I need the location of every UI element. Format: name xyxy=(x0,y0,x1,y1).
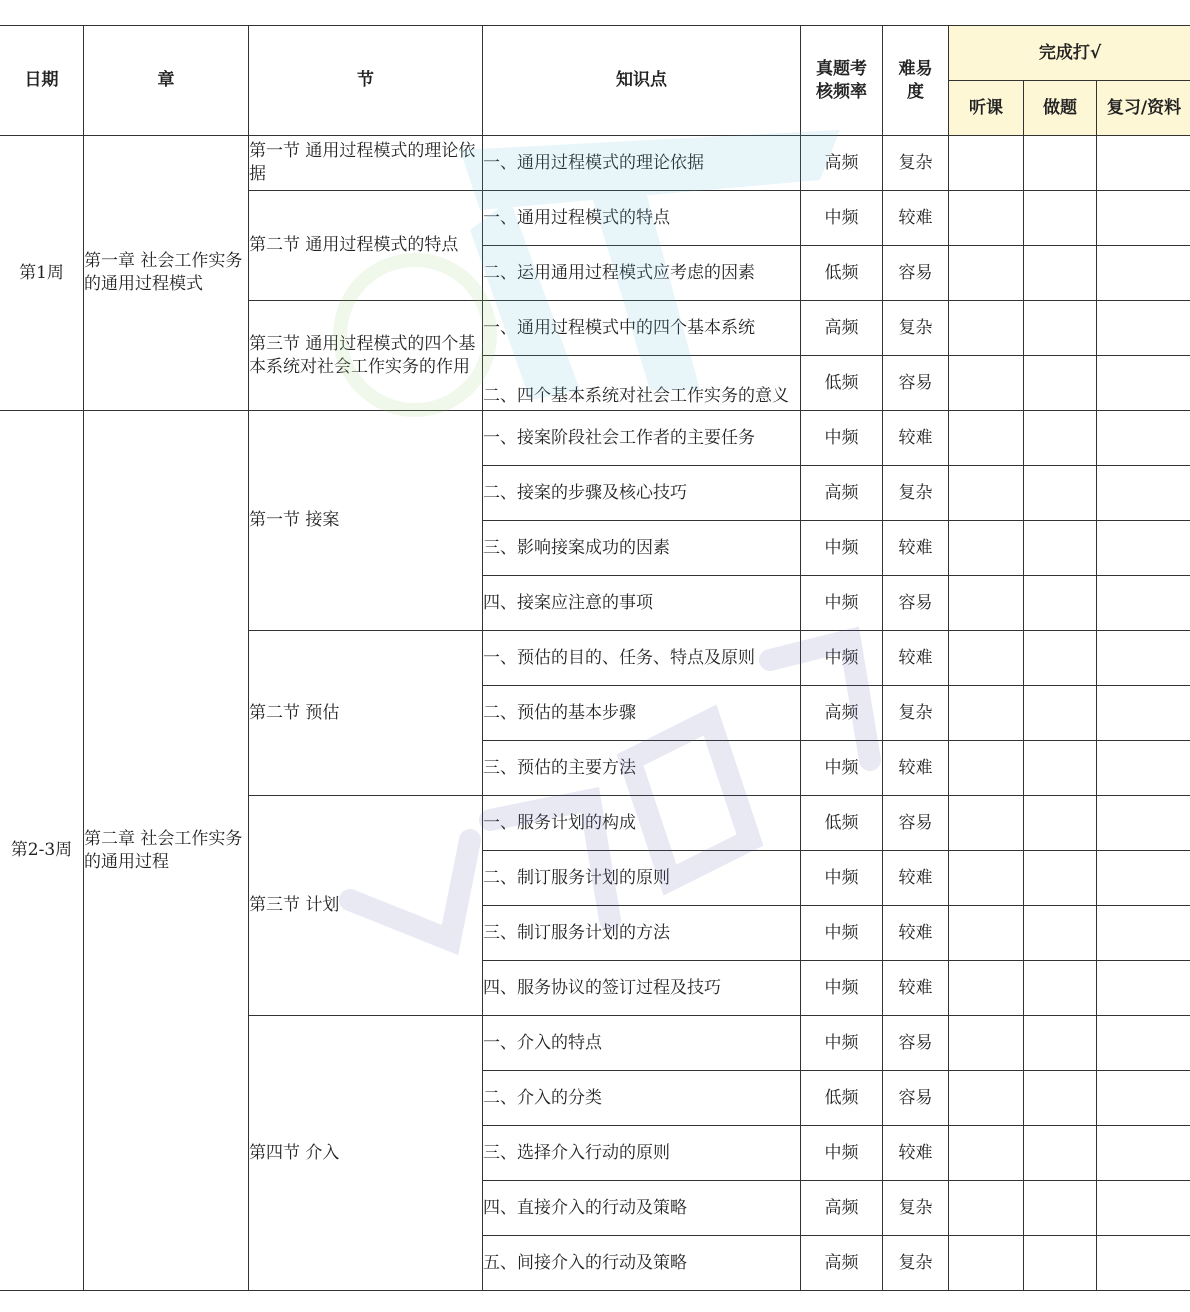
knowledge-point-cell: 一、服务计划的构成 xyxy=(483,796,801,851)
listen-checkbox-cell[interactable] xyxy=(949,301,1024,356)
difficulty-cell: 容易 xyxy=(883,356,949,411)
frequency-cell: 中频 xyxy=(801,1016,883,1071)
listen-checkbox-cell[interactable] xyxy=(949,741,1024,796)
section-cell: 第四节 介入 xyxy=(249,1016,483,1291)
knowledge-point-cell: 一、预估的目的、任务、特点及原则 xyxy=(483,631,801,686)
study-plan-table xyxy=(0,25,1190,1291)
difficulty-cell: 较难 xyxy=(883,1126,949,1181)
practice-checkbox-cell[interactable] xyxy=(1024,136,1097,191)
frequency-cell: 中频 xyxy=(801,576,883,631)
review-checkbox-cell[interactable] xyxy=(1097,466,1190,521)
listen-checkbox-cell[interactable] xyxy=(949,1181,1024,1236)
listen-checkbox-cell[interactable] xyxy=(949,246,1024,301)
practice-checkbox-cell[interactable] xyxy=(1024,686,1097,741)
difficulty-cell: 较难 xyxy=(883,961,949,1016)
listen-checkbox-cell[interactable] xyxy=(949,1236,1024,1291)
review-checkbox-cell[interactable] xyxy=(1097,356,1190,411)
knowledge-point-cell: 一、介入的特点 xyxy=(483,1016,801,1071)
practice-checkbox-cell[interactable] xyxy=(1024,741,1097,796)
difficulty-cell: 复杂 xyxy=(883,1236,949,1291)
frequency-cell: 低频 xyxy=(801,246,883,301)
knowledge-point-cell: 四、服务协议的签订过程及技巧 xyxy=(483,961,801,1016)
practice-checkbox-cell[interactable] xyxy=(1024,851,1097,906)
practice-checkbox-cell[interactable] xyxy=(1024,521,1097,576)
knowledge-point-cell: 二、运用通用过程模式应考虑的因素 xyxy=(483,246,801,301)
header-frequency-text: 真题考核频率 xyxy=(816,58,867,102)
difficulty-cell: 容易 xyxy=(883,576,949,631)
knowledge-point-cell: 三、制订服务计划的方法 xyxy=(483,906,801,961)
practice-checkbox-cell[interactable] xyxy=(1024,1126,1097,1181)
listen-checkbox-cell[interactable] xyxy=(949,851,1024,906)
difficulty-cell: 较难 xyxy=(883,521,949,576)
difficulty-cell: 复杂 xyxy=(883,136,949,191)
listen-checkbox-cell[interactable] xyxy=(949,411,1024,466)
knowledge-point-cell: 三、影响接案成功的因素 xyxy=(483,521,801,576)
practice-checkbox-cell[interactable] xyxy=(1024,1016,1097,1071)
review-checkbox-cell[interactable] xyxy=(1097,631,1190,686)
review-checkbox-cell[interactable] xyxy=(1097,521,1190,576)
chapter-cell: 第二章 社会工作实务的通用过程 xyxy=(84,411,249,1291)
header-done: 完成打√ xyxy=(949,26,1190,81)
frequency-cell: 高频 xyxy=(801,686,883,741)
review-checkbox-cell[interactable] xyxy=(1097,1181,1190,1236)
header-point: 知识点 xyxy=(483,26,801,136)
practice-checkbox-cell[interactable] xyxy=(1024,411,1097,466)
difficulty-cell: 复杂 xyxy=(883,466,949,521)
difficulty-cell: 较难 xyxy=(883,851,949,906)
difficulty-cell: 容易 xyxy=(883,1071,949,1126)
practice-checkbox-cell[interactable] xyxy=(1024,1181,1097,1236)
review-checkbox-cell[interactable] xyxy=(1097,686,1190,741)
knowledge-point-cell: 二、接案的步骤及核心技巧 xyxy=(483,466,801,521)
header-listen: 听课 xyxy=(949,81,1024,136)
knowledge-point-cell: 四、直接介入的行动及策略 xyxy=(483,1181,801,1236)
practice-checkbox-cell[interactable] xyxy=(1024,246,1097,301)
difficulty-cell: 复杂 xyxy=(883,686,949,741)
knowledge-point-cell: 二、介入的分类 xyxy=(483,1071,801,1126)
section-cell: 第三节 通用过程模式的四个基本系统对社会工作实务的作用 xyxy=(249,301,483,411)
review-checkbox-cell[interactable] xyxy=(1097,246,1190,301)
header-section: 节 xyxy=(249,26,483,136)
frequency-cell: 高频 xyxy=(801,301,883,356)
week-cell: 第2-3周 xyxy=(0,411,84,1291)
difficulty-cell: 较难 xyxy=(883,411,949,466)
chapter-cell: 第一章 社会工作实务的通用过程模式 xyxy=(84,136,249,411)
listen-checkbox-cell[interactable] xyxy=(949,356,1024,411)
practice-checkbox-cell[interactable] xyxy=(1024,961,1097,1016)
difficulty-cell: 容易 xyxy=(883,246,949,301)
section-cell: 第一节 通用过程模式的理论依据 xyxy=(249,136,483,191)
review-checkbox-cell[interactable] xyxy=(1097,1236,1190,1291)
difficulty-cell: 容易 xyxy=(883,1016,949,1071)
review-checkbox-cell[interactable] xyxy=(1097,741,1190,796)
difficulty-cell: 较难 xyxy=(883,906,949,961)
frequency-cell: 中频 xyxy=(801,411,883,466)
section-cell: 第二节 通用过程模式的特点 xyxy=(249,191,483,301)
section-cell: 第二节 预估 xyxy=(249,631,483,796)
practice-checkbox-cell[interactable] xyxy=(1024,191,1097,246)
listen-checkbox-cell[interactable] xyxy=(949,906,1024,961)
difficulty-cell: 复杂 xyxy=(883,1181,949,1236)
frequency-cell: 中频 xyxy=(801,851,883,906)
listen-checkbox-cell[interactable] xyxy=(949,1126,1024,1181)
review-checkbox-cell[interactable] xyxy=(1097,1071,1190,1126)
frequency-cell: 中频 xyxy=(801,521,883,576)
review-checkbox-cell[interactable] xyxy=(1097,796,1190,851)
section-cell: 第三节 计划 xyxy=(249,796,483,1016)
review-checkbox-cell[interactable] xyxy=(1097,851,1190,906)
listen-checkbox-cell[interactable] xyxy=(949,191,1024,246)
section-cell: 第一节 接案 xyxy=(249,411,483,631)
header-practice: 做题 xyxy=(1024,81,1097,136)
practice-checkbox-cell[interactable] xyxy=(1024,1071,1097,1126)
frequency-cell: 低频 xyxy=(801,356,883,411)
frequency-cell: 低频 xyxy=(801,796,883,851)
listen-checkbox-cell[interactable] xyxy=(949,1071,1024,1126)
practice-checkbox-cell[interactable] xyxy=(1024,906,1097,961)
practice-checkbox-cell[interactable] xyxy=(1024,466,1097,521)
header-difficulty xyxy=(883,26,949,136)
review-checkbox-cell[interactable] xyxy=(1097,1016,1190,1071)
listen-checkbox-cell[interactable] xyxy=(949,796,1024,851)
frequency-cell: 中频 xyxy=(801,631,883,686)
frequency-cell: 中频 xyxy=(801,906,883,961)
frequency-cell: 中频 xyxy=(801,1126,883,1181)
frequency-cell: 中频 xyxy=(801,961,883,1016)
header-frequency xyxy=(801,26,883,136)
week-cell: 第1周 xyxy=(0,136,84,411)
practice-checkbox-cell[interactable] xyxy=(1024,301,1097,356)
header-difficulty-text: 难易度 xyxy=(898,58,933,102)
frequency-cell: 高频 xyxy=(801,1181,883,1236)
knowledge-point-cell: 五、间接介入的行动及策略 xyxy=(483,1236,801,1291)
table-row xyxy=(0,411,1190,466)
review-checkbox-cell[interactable] xyxy=(1097,136,1190,191)
listen-checkbox-cell[interactable] xyxy=(949,576,1024,631)
knowledge-point-cell: 一、通用过程模式的理论依据 xyxy=(483,136,801,191)
knowledge-point-cell: 一、通用过程模式的特点 xyxy=(483,191,801,246)
listen-checkbox-cell[interactable] xyxy=(949,466,1024,521)
review-checkbox-cell[interactable] xyxy=(1097,576,1190,631)
header-date: 日期 xyxy=(0,26,84,136)
difficulty-cell: 较难 xyxy=(883,191,949,246)
listen-checkbox-cell[interactable] xyxy=(949,631,1024,686)
listen-checkbox-cell[interactable] xyxy=(949,521,1024,576)
difficulty-cell: 较难 xyxy=(883,741,949,796)
practice-checkbox-cell[interactable] xyxy=(1024,631,1097,686)
frequency-cell: 中频 xyxy=(801,191,883,246)
listen-checkbox-cell[interactable] xyxy=(949,136,1024,191)
frequency-cell: 中频 xyxy=(801,741,883,796)
review-checkbox-cell[interactable] xyxy=(1097,411,1190,466)
plan-body xyxy=(0,136,1190,1291)
review-checkbox-cell[interactable] xyxy=(1097,961,1190,1016)
knowledge-point-cell: 二、四个基本系统对社会工作实务的意义 xyxy=(483,356,801,411)
practice-checkbox-cell[interactable] xyxy=(1024,356,1097,411)
frequency-cell: 低频 xyxy=(801,1071,883,1126)
knowledge-point-cell: 一、通用过程模式中的四个基本系统 xyxy=(483,301,801,356)
knowledge-point-cell: 二、预估的基本步骤 xyxy=(483,686,801,741)
knowledge-point-cell: 一、接案阶段社会工作者的主要任务 xyxy=(483,411,801,466)
listen-checkbox-cell[interactable] xyxy=(949,1016,1024,1071)
difficulty-cell: 容易 xyxy=(883,796,949,851)
header-review: 复习/资料 xyxy=(1097,81,1190,136)
practice-checkbox-cell[interactable] xyxy=(1024,796,1097,851)
frequency-cell: 高频 xyxy=(801,466,883,521)
frequency-cell: 高频 xyxy=(801,1236,883,1291)
knowledge-point-cell: 四、接案应注意的事项 xyxy=(483,576,801,631)
review-checkbox-cell[interactable] xyxy=(1097,301,1190,356)
practice-checkbox-cell[interactable] xyxy=(1024,576,1097,631)
knowledge-point-cell: 二、制订服务计划的原则 xyxy=(483,851,801,906)
knowledge-point-cell: 三、预估的主要方法 xyxy=(483,741,801,796)
difficulty-cell: 复杂 xyxy=(883,301,949,356)
difficulty-cell: 较难 xyxy=(883,631,949,686)
listen-checkbox-cell[interactable] xyxy=(949,961,1024,1016)
knowledge-point-cell: 三、选择介入行动的原则 xyxy=(483,1126,801,1181)
review-checkbox-cell[interactable] xyxy=(1097,906,1190,961)
review-checkbox-cell[interactable] xyxy=(1097,1126,1190,1181)
header-chapter: 章 xyxy=(84,26,249,136)
frequency-cell: 高频 xyxy=(801,136,883,191)
table-row xyxy=(0,136,1190,191)
practice-checkbox-cell[interactable] xyxy=(1024,1236,1097,1291)
listen-checkbox-cell[interactable] xyxy=(949,686,1024,741)
review-checkbox-cell[interactable] xyxy=(1097,191,1190,246)
